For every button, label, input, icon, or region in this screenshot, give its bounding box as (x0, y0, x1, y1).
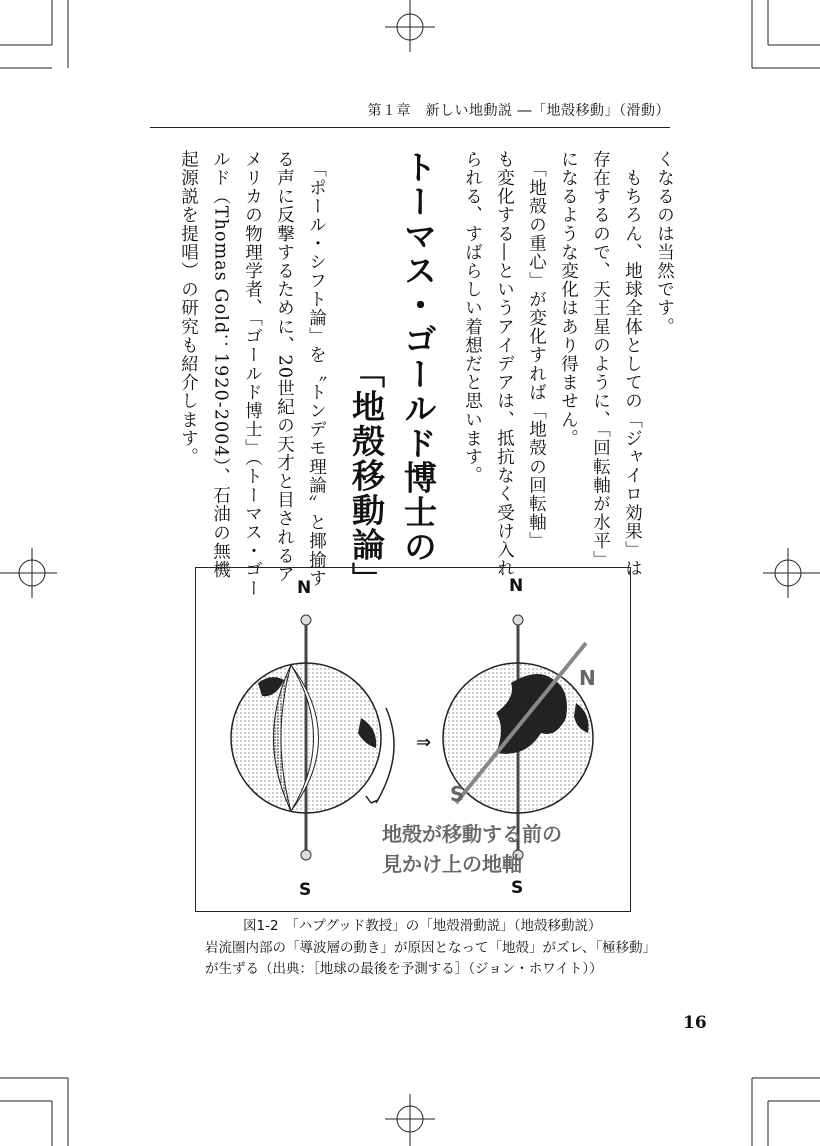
figure-1-2 (195, 567, 631, 912)
body-column: る声に反撃するために、20世紀の天才と目されるア (274, 150, 295, 584)
body-column: メリカの物理学者、「ゴールド博士」（トーマス・ゴー (242, 150, 263, 598)
body-column: 「地殻の重心」が変化すれば「地殻の回転軸」 (526, 150, 547, 551)
right-south-label: S (511, 878, 524, 898)
figure-caption-line: 岩流圏内部の「導波層の動き」が原因となって「地殻」がズレ、「極移動」 (205, 940, 657, 956)
figure-caption-line: が生ずる（出典：［地球の最後を予測する］（ジョン・ホワイト）） (205, 961, 603, 977)
body-column: も変化する―というアイデアは、抵抗なく受け入れ (494, 150, 515, 578)
body-column: もちろん、地球全体としての「ジャイロ効果」は (622, 150, 643, 578)
figure-caption-title: 図1-2 「ハプグッド教授」の「地殻滑動説」（地殻移動説） (243, 918, 602, 934)
page-number: 16 (683, 1013, 707, 1033)
body-column: 存在するので、天王星のように、「回転軸が水平」 (590, 150, 611, 570)
tilted-north-label: N (579, 666, 596, 690)
body-column: になるような変化はあり得ません。 (558, 150, 579, 448)
tilted-south-label: S (450, 782, 465, 806)
body-column: 「ポール・シフト論」を〝トンデモ理論〟と揶揄す (306, 150, 327, 588)
left-north-label: N (297, 578, 312, 598)
right-north-label: N (509, 576, 524, 596)
section-title-line2: 「地殻移動論」 (347, 355, 386, 597)
section-title-line1: トーマス・ゴールド博士の (399, 150, 438, 564)
body-column: られる、すばらしい着想だと思います。 (462, 150, 483, 485)
left-globe (231, 663, 381, 813)
body-column: くなるのは当然です。 (654, 150, 675, 336)
arrow-glyph: ⇒ (416, 732, 432, 753)
header-rule (150, 127, 670, 128)
body-column: 起源説を提唱）の研究も紹介します。 (178, 150, 199, 467)
left-south-label: S (299, 880, 312, 900)
body-column: ルド（Thomas Gold：1920-2004）、石油の無機 (210, 150, 231, 580)
overlay-note-line2: 見かけ上の地軸 (382, 852, 522, 876)
overlay-note-line1: 地殻が移動する前の (382, 822, 562, 846)
running-header: 第１章 新しい地動説 ―「地殻移動」（滑動） (367, 103, 670, 119)
